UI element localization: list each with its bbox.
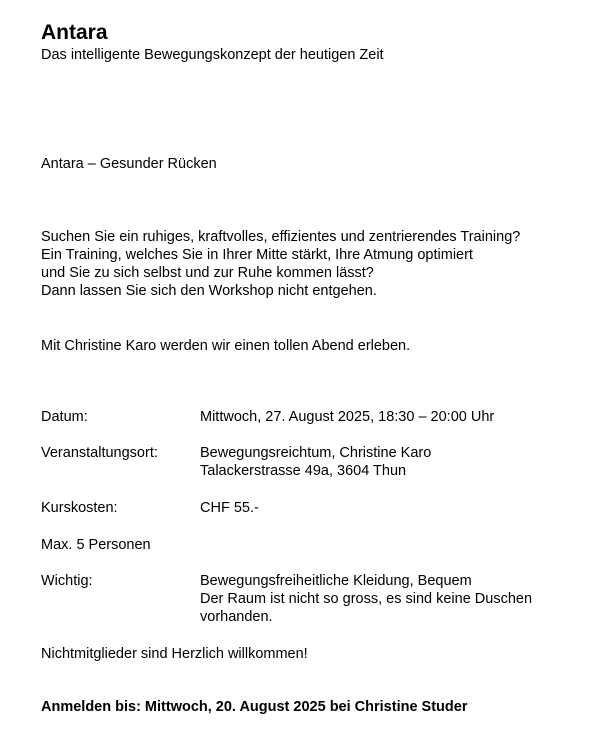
important-line: Bewegungsfreiheitliche Kleidung, Bequem [200,573,472,589]
document-subtitle: Das intelligente Bewegungskonzept der heutigen Zeit [41,47,384,63]
date-label: Datum: [41,409,88,425]
important-value [200,572,595,626]
venue-line: Bewegungsreichtum, Christine Karo [200,445,432,461]
venue-value [200,444,595,480]
important-line: Der Raum ist nicht so gross, es sind keine Duschen [200,591,533,607]
date-value-line: Mittwoch, 27. August 2025, 18:30 – 20:00 Uhr [200,409,495,425]
important-label: Wichtig: [41,573,93,589]
date-value [200,408,595,426]
non-members-note: Nichtmitglieder sind Herzlich willkommen! [41,646,308,662]
intro-paragraph [41,228,520,300]
section-title: Antara – Gesunder Rücken [41,156,217,172]
cost-value-line: CHF 55.- [200,500,259,516]
max-persons: Max. 5 Personen [41,537,151,553]
intro-line: Dann lassen Sie sich den Workshop nicht entgehen. [41,283,377,299]
host-line: Mit Christine Karo werden wir einen tollen Abend erleben. [41,338,411,354]
intro-line: Suchen Sie ein ruhiges, kraftvolles, effizientes und zentrierendes Training? [41,229,521,245]
intro-line: Ein Training, welches Sie in Ihrer Mitte stärkt, Ihre Atmung optimiert [41,247,473,263]
document-title: Antara [41,21,108,44]
venue-label: Veranstaltungsort: [41,445,158,461]
venue-line: Talackerstrasse 49a, 3604 Thun [200,463,407,479]
cost-value [200,499,595,517]
registration-deadline: Anmelden bis: Mittwoch, 20. August 2025 bei Christine Studer [41,699,468,715]
intro-line: und Sie zu sich selbst und zur Ruhe kommen lässt? [41,265,374,281]
important-line: vorhanden. [200,609,273,625]
cost-label: Kurskosten: [41,500,118,516]
